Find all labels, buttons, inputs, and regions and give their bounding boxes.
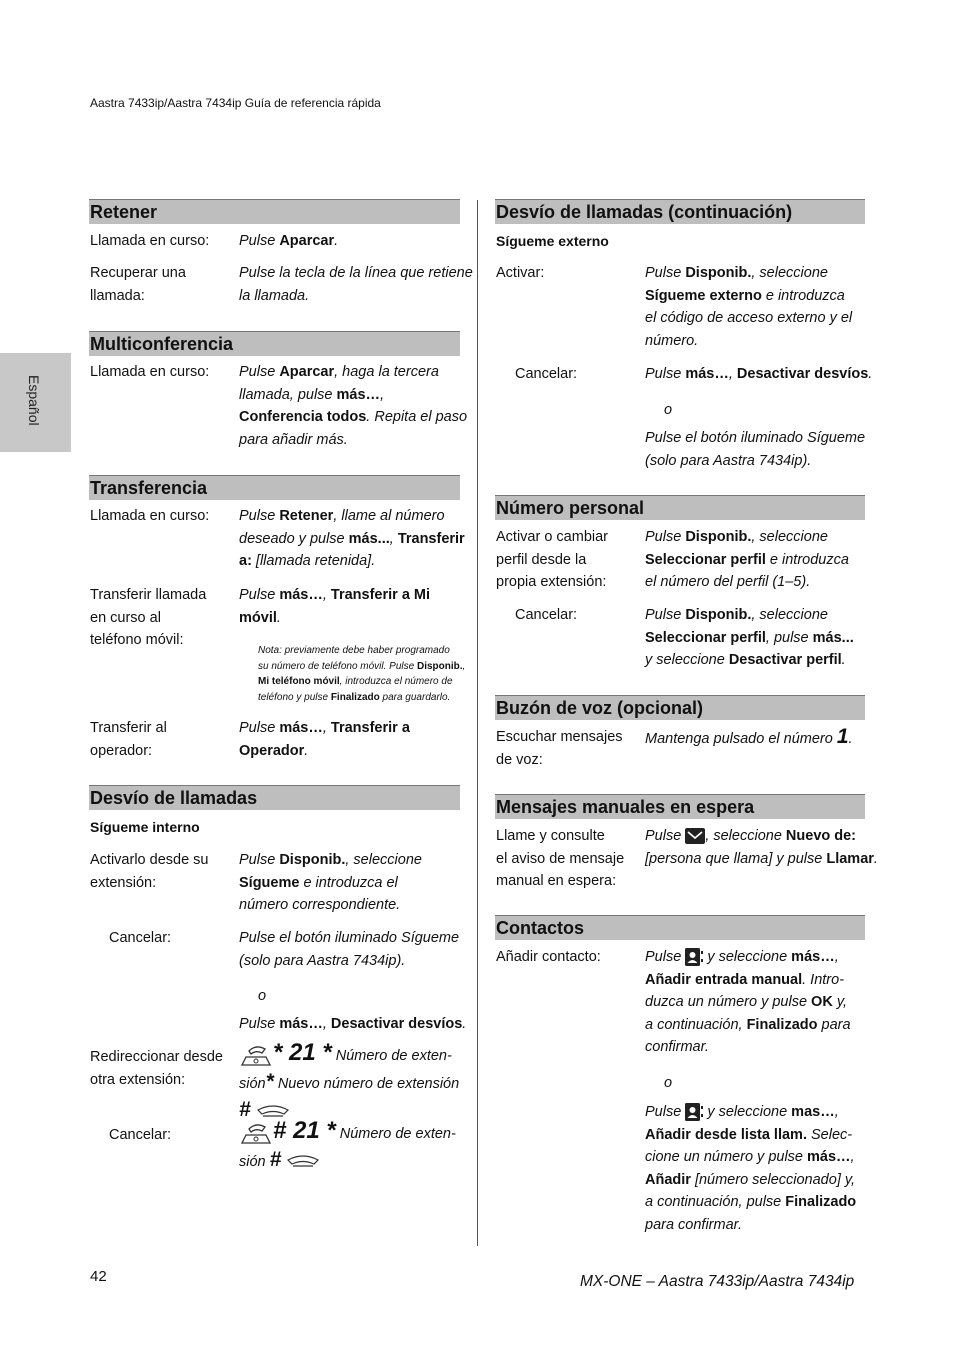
transf-mobile-note: Nota: previamente debe haber programado su número de teléfono móvil. Pulse Disponib., Mi teléfono móvil, introduzca el número de teléfono y pulse Finalizado para guardarlo. [258,645,466,703]
desvio-ext-subheading: Sígueme externo [496,233,609,249]
manual-desc: Pulse , seleccione Nuevo de: [persona que llama] y pulse Llamar. [645,828,878,867]
page-number: 42 [90,1268,107,1285]
desvio-cancel2-label: Cancelar: [109,1127,172,1143]
section-retener-heading: Retener [89,199,460,224]
transf-call-desc: Pulse Retener, llame al número deseado y pulse más..., Transferir a: [llamada retenida]. [239,508,465,569]
cont-or-label: o [664,402,673,418]
personal-cancel-label: Cancelar: [515,607,578,623]
page-header: Aastra 7433ip/Aastra 7434ip Guía de referencia rápida [90,96,381,110]
footer-product: MX-ONE – Aastra 7433ip/Aastra 7434ip [580,1273,855,1290]
contacts-icon [685,1103,703,1121]
section-manual-heading: Mensajes manuales en espera [495,794,865,819]
transf-operator-desc: Pulse más…, Transferir a Operador. [239,720,410,759]
language-tab [0,353,71,452]
contactos-or-label: o [664,1075,673,1091]
contactos-label: Añadir contacto: [496,949,601,965]
personal-cancel-desc: Pulse Disponib., seleccione Seleccionar perfil, pulse más... y seleccione Desactivar perfil. [645,607,854,668]
cont-cancel-desc: Pulse más…, Desactivar desvíos. [645,366,873,382]
cont-cancel-alt-desc: Pulse el botón iluminado Sígueme (solo para Aastra 7434ip). [645,430,866,469]
cont-cancel-label: Cancelar: [515,366,578,382]
contactos-desc: Pulse y seleccione más…, Añadir entrada manual. Intro- duzca un número y pulse OK y, a continuación, Finalizado para confirmar. [645,949,851,1055]
desvio-cancel-alt-desc: Pulse más…, Desactivar desvíos. [239,1016,467,1032]
transf-mobile-label: Transferir llamada en curso al teléfono móvil: [90,587,207,648]
personal-activate-desc: Pulse Disponib., seleccione Seleccionar perfil e introduzca el número del perfil (1–5). [645,529,849,590]
manual-label: Llame y consulte el aviso de mensaje manual en espera: [496,828,625,889]
desvio-redirect-label: Redireccionar desde otra extensión: [90,1049,223,1088]
section-desvio-heading: Desvío de llamadas [89,785,460,810]
contactos-alt-desc: Pulse y seleccione mas…, Añadir desde lista llam. Selec- cione un número y pulse más…, Añadir [número seleccionado] y, a continuación, pulse Finalizado para confirmar. [645,1104,857,1233]
buzon-desc: Mantenga pulsado el número 1. [645,725,853,748]
section-personal-heading: Número personal [495,495,865,520]
desvio-or-label: o [258,988,267,1004]
envelope-icon [685,828,705,844]
transf-call-label: Llamada en curso: [90,508,210,524]
retener-call-desc: Pulse Aparcar. [239,233,339,249]
section-contactos-heading: Contactos [495,915,865,940]
contacts-icon [685,948,703,966]
desvio-subheading: Sígueme interno [90,819,200,835]
retener-recover-desc: Pulse la tecla de la línea que retiene la llamada. [239,265,473,304]
desvio-cancel-desc: Pulse el botón iluminado Sígueme (solo para Aastra 7434ip). [239,930,460,969]
desvio-cancel-label: Cancelar: [109,930,172,946]
section-buzon-heading: Buzón de voz (opcional) [495,695,865,720]
retener-call-label: Llamada en curso: [90,233,210,249]
column-divider [477,200,478,1246]
desvio-activate-desc: Pulse Disponib., seleccione Sígueme e introduzca el número correspondiente. [239,852,422,913]
cont-activate-desc: Pulse Disponib., seleccione Sígueme externo e introduzca el código de acceso externo y el número. [645,265,853,349]
desvio-activate-label: Activarlo desde su extensión: [90,852,209,891]
transf-operator-label: Transferir al operador: [90,720,167,759]
multi-call-desc: Pulse Aparcar, haga la tercera llamada, pulse más…, Conferencia todos. Repita el paso para añadir más. [239,364,468,448]
desvio-redirect-desc: * 21 * Número de exten- sión* Nuevo número de extensión # [239,1039,460,1121]
multi-call-label: Llamada en curso: [90,364,210,380]
personal-activate-label: Activar o cambiar perfil desde la propia extensión: [496,529,609,590]
desvio-cancel2-desc: # 21 * Número de exten- sión # [239,1117,456,1171]
language-tab-label: Español [26,375,42,426]
retener-recover-label: Recuperar una llamada: [90,265,186,304]
cont-activate-label: Activar: [496,265,545,281]
section-transferencia-heading: Transferencia [89,475,460,500]
section-desvio-cont-heading: Desvío de llamadas (continuación) [495,199,865,224]
buzon-label: Escuchar mensajes de voz: [496,729,623,768]
off-hook-icon [239,1045,273,1067]
off-hook-icon [239,1123,273,1145]
transf-mobile-desc: Pulse más…, Transferir a Mi móvil. [239,587,431,626]
on-hook-icon [285,1154,321,1170]
section-multiconferencia-heading: Multiconferencia [89,331,460,356]
